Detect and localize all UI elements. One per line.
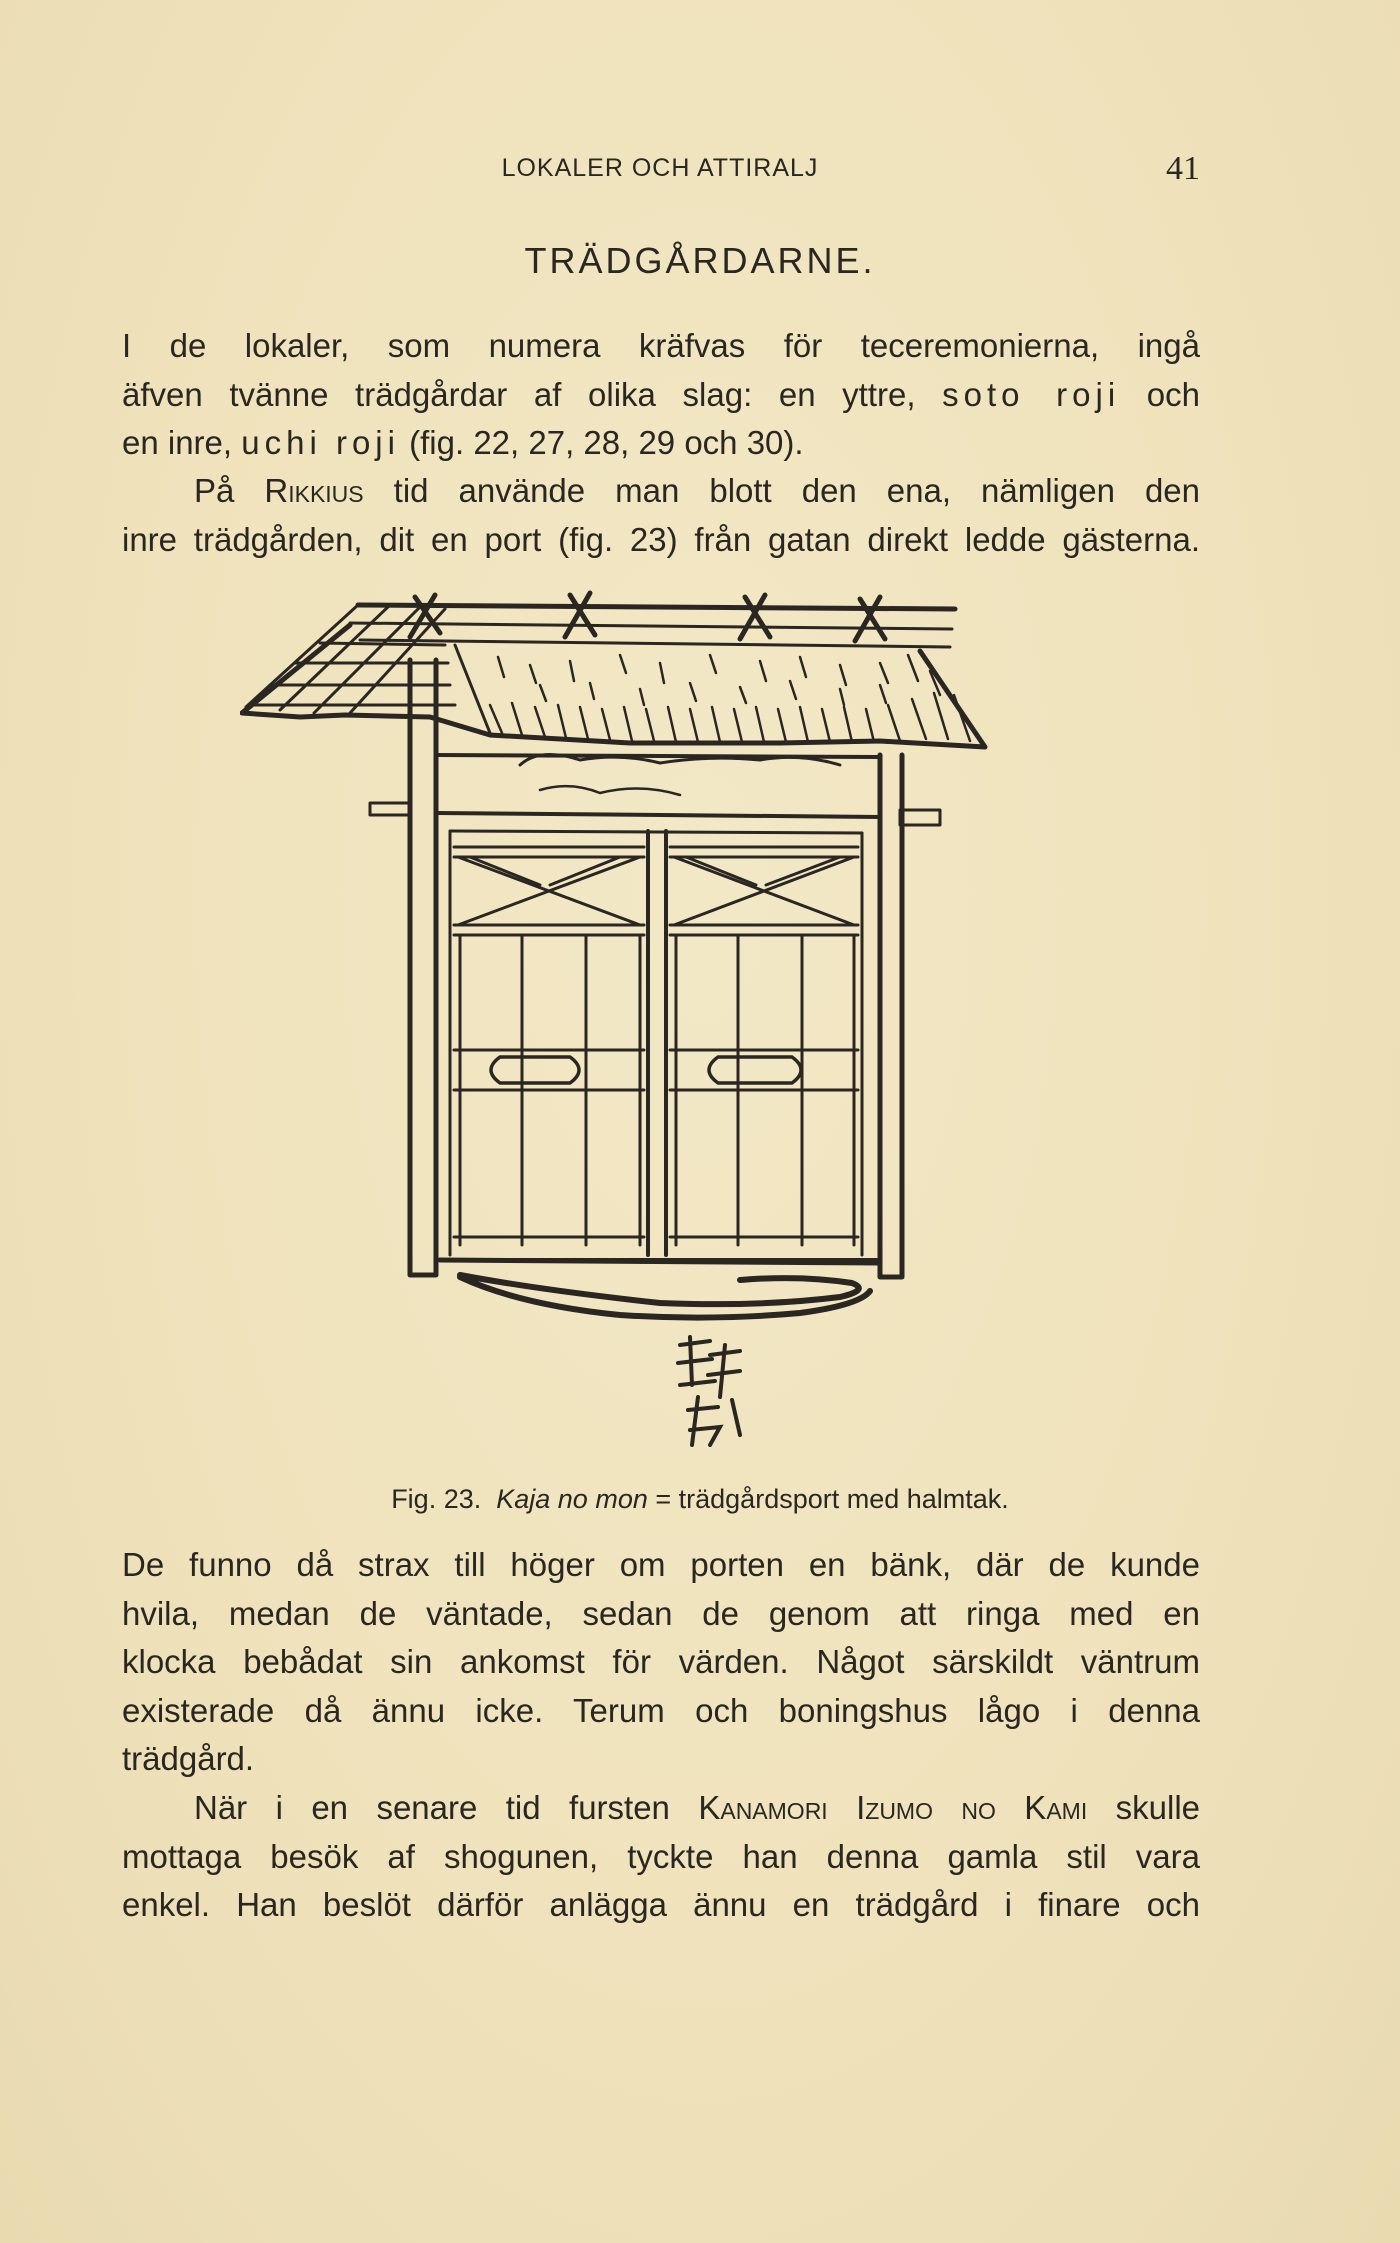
p1-line3-end: (fig. 22, 27, 28, 29 och 30).: [409, 424, 804, 461]
paragraph-2: [122, 467, 1200, 564]
paragraph-3-line-1: De funno då strax till höger om porten en bänk, där de kunde: [122, 1546, 1200, 1583]
paragraph-3-line-2: hvila, medan de väntade, sedan de genom att ringa med en: [122, 1594, 1200, 1632]
paragraph-4-line-2: mottaga besök af shogunen, tyckte han denna gamla stil vara: [122, 1837, 1200, 1875]
right-beam-end: [900, 810, 940, 825]
paragraph-4: [122, 1784, 1200, 1930]
term-soto-roji: soto roji: [942, 375, 1121, 413]
paragraph-4-line-3: enkel. Han beslöt därför anlägga ännu en trädgård i finare och: [122, 1886, 1200, 1923]
name-rikkius: Rikkius: [264, 472, 364, 509]
thatch-strokes: [490, 655, 970, 742]
figure-caption: [0, 1484, 1400, 1515]
p4-lead: När i en senare tid fursten: [194, 1789, 670, 1826]
left-door-handle: [491, 1057, 579, 1083]
running-title: LOKALER OCH ATTIRALJ: [501, 154, 819, 182]
section-title: TRÄDGÅRDARNE.: [524, 240, 876, 281]
caption-label: Fig. 23.: [391, 1484, 482, 1514]
left-leaf: [454, 847, 644, 1245]
name-kanamori: Kanamori Izumo no Kami: [698, 1789, 1088, 1826]
paragraph-1-line-3: [122, 419, 1200, 468]
right-leaf: [670, 847, 858, 1245]
p1-line2-end: och: [1146, 375, 1200, 413]
paragraph-3-line-3: klocka bebådat sin ankomst för värden. Något särskildt väntrum: [122, 1643, 1200, 1680]
paragraph-1-line-2: [122, 371, 1200, 420]
term-uchi-roji: uchi roji: [241, 424, 400, 461]
paragraph-1-line-1: I de lokaler, som numera kräfvas för teceremonierna, ingå: [122, 327, 1200, 364]
paragraph-1: [122, 322, 1200, 468]
p2-line1-rest: tid använde man blott den ena, nämligen den: [393, 472, 1201, 509]
left-post: [410, 660, 436, 1275]
paragraph-2-line-2: inre trädgården, dit en port (fig. 23) från gatan direkt ledde gästerna.: [122, 520, 1200, 558]
paragraph-3: [122, 1541, 1200, 1784]
left-beam-end: [370, 803, 410, 815]
roof-lattice-left: [246, 605, 455, 713]
p4-line1-rest: skulle: [1115, 1789, 1201, 1826]
p2-lead: På: [194, 472, 235, 509]
paragraph-4-line-1: [122, 1784, 1200, 1833]
figure-gate-illustration: [240, 585, 1090, 1495]
paragraph-2-line-1: [122, 467, 1200, 516]
seal-stamp: [678, 1337, 740, 1445]
right-post: [880, 755, 902, 1277]
paragraph-3-line-4: existerade då ännu icke. Terum och boningshus lågo i denna: [122, 1691, 1200, 1729]
page-number: 41: [1166, 150, 1200, 187]
gate-drawing: [240, 585, 1090, 1495]
caption-term: Kaja no mon: [496, 1484, 648, 1514]
roof-batten: [360, 640, 950, 647]
p1-line2-text: äfven tvänne trädgårdar af olika slag: en yttre,: [122, 375, 916, 413]
paragraph-3-line-5: trädgård.: [122, 1740, 255, 1777]
caption-rest: = trädgårdsport med halmtak.: [655, 1484, 1009, 1514]
p1-line3-start: en inre,: [122, 424, 233, 461]
right-door-handle: [709, 1057, 801, 1083]
stone-step: [460, 1275, 870, 1318]
running-head: [120, 150, 1200, 190]
center-stile: [648, 831, 666, 1255]
